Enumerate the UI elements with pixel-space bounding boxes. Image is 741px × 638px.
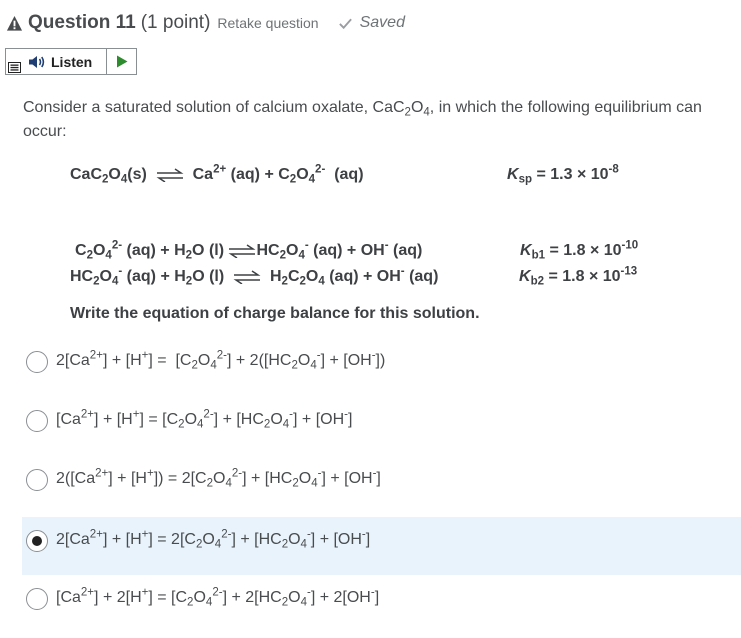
question-points: (1 point) <box>140 12 211 33</box>
option-label: $2[Ca^{2+}] + [H^+] = [C_2O_4^{2-}] + 2([HC_2O_4^-] + [OH^-])$ <box>56 349 386 372</box>
listen-button[interactable] <box>28 49 107 74</box>
equilibrium-equation-1: $CaC_2O_4(s)$ $Ca^{2+}$ $(aq) + C_2O_4^{2-}$ (aq) <box>70 163 364 186</box>
question-header <box>6 10 405 36</box>
answer-option-3[interactable] <box>22 452 741 510</box>
answer-option-5[interactable] <box>22 571 741 629</box>
warning-triangle-icon <box>6 15 23 32</box>
radio-button[interactable] <box>26 588 48 610</box>
ksp-value: $K_{sp} = 1.3 \times 10^{-8}$ <box>507 163 619 186</box>
equilibrium-arrow-icon <box>228 244 256 258</box>
menu-button[interactable] <box>6 49 28 74</box>
option-label: $2([Ca^{2+}] + [H^+]) = 2[C_2O_4^{2-}] + [HC_2O_4^-] + [OH^-]$ <box>56 467 381 490</box>
answer-option-4[interactable] <box>22 517 741 575</box>
play-icon <box>116 55 128 68</box>
kb1-value: $K_{b1} = 1.8 \times 10^{-10}$ <box>520 239 639 262</box>
option-label: $[Ca^{2+}] + 2[H^+] = [C_2O_4^{2-}] + 2[HC_2O_4^-] + 2[OH^-]$ <box>56 586 380 609</box>
radio-button[interactable] <box>26 410 48 432</box>
checkmark-icon <box>338 16 353 31</box>
radio-button[interactable] <box>26 351 48 373</box>
question-prompt: Consider a saturated solution of calcium oxalate, $CaC_2O_4$, in which the following equilibrium can occur: <box>23 99 702 140</box>
kb2-value: $K_{b2} = 1.8 \times 10^{-13}$ <box>519 265 638 288</box>
answer-option-1[interactable] <box>22 334 741 392</box>
listen-toolbar <box>5 48 137 75</box>
equilibrium-arrow-icon <box>233 270 261 284</box>
retake-question-link[interactable]: Retake question <box>217 15 319 31</box>
equilibrium-equation-2: $C_2O_4^{2-}$ $(aq) + H_2O$ (l) $HC_2O_4^-$ (aq) + OH- (aq) <box>75 239 423 262</box>
question-title: Question 11 <box>28 12 136 33</box>
listen-label: Listen <box>51 53 93 70</box>
option-label: $2[Ca^{2+}] + [H^+] = 2[C_2O_4^{2-}] + [HC_2O_4^-] + [OH^-]$ <box>56 528 371 551</box>
option-label: $[Ca^{2+}] + [H^+] = [C_2O_4^{2-}] + [HC_2O_4^-] + [OH^-]$ <box>56 408 353 431</box>
equilibrium-arrow-icon <box>156 168 184 182</box>
saved-status: Saved <box>359 14 405 31</box>
equilibrium-equation-3: $HC_2O_4^-$ $(aq) + H_2O$ (l) $H_2C_2O_4$ (aq) + OH- (aq) <box>70 265 439 288</box>
play-button[interactable] <box>107 49 136 74</box>
answer-option-2[interactable] <box>22 393 741 451</box>
radio-button[interactable] <box>26 530 48 552</box>
menu-icon <box>8 62 21 73</box>
speaker-icon <box>28 55 46 69</box>
question-instruction: Write the equation of charge balance for this solution. <box>70 305 480 322</box>
radio-button[interactable] <box>26 469 48 491</box>
